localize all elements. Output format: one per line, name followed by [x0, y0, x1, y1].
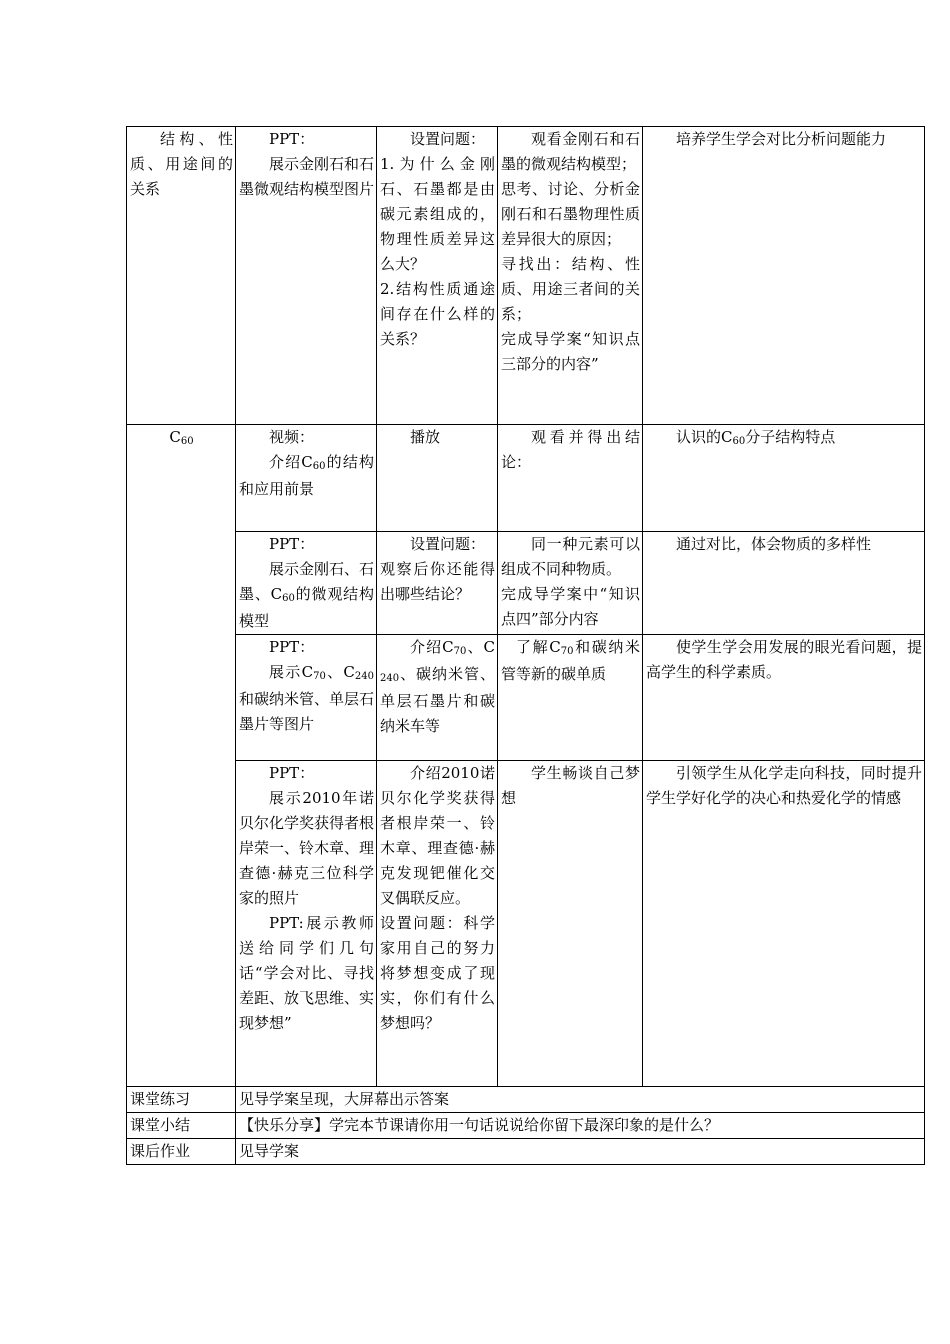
table-row [127, 127, 925, 425]
student-activity-cell: 观看金刚石和石墨的微观结构模型； 思考、讨论、分析金刚石和石墨物理性质差异很大的原因； 寻找出：结构、性质、用途三者间的关系； 完成导学案“知识点三部分的内容” [498, 127, 643, 425]
teacher-activity-cell: 视频： 介绍$C_{60}$的结构和应用前景 [236, 425, 377, 532]
teacher-activity-cell: PPT： 展示2010年诺贝尔化学奖获得者根岸荣一、铃木章、理查德·赫克三位科学家的照片 PPT:展示教师送给同学们几句话“学会对比、寻找差距、放飞思维、实现梦想” [236, 761, 377, 1087]
teacher-activity-cell: PPT： 展示金刚石和石墨微观结构模型图片 [236, 127, 377, 425]
stage-cell-c60: $C_{60}$ [127, 425, 236, 1087]
method-cell: 设置问题： 观察后你还能得出哪些结论？ [377, 532, 498, 635]
table-row [127, 635, 925, 761]
method-cell: 设置问题： 1.为什么金刚石、石墨都是由碳元素组成的，物理性质差异这么大？ 2.结构性质通途间存在什么样的关系？ [377, 127, 498, 425]
footer-label: 课堂小结 [127, 1113, 236, 1139]
teacher-activity-cell: PPT： 展示金刚石、石墨、$C_{60}$的微观结构模型 [236, 532, 377, 635]
intent-cell: 通过对比，体会物质的多样性 [643, 532, 925, 635]
intent-cell: 使学生学会用发展的眼光看问题，提高学生的科学素质。 [643, 635, 925, 761]
table-row [127, 425, 925, 532]
table-row [127, 761, 925, 1087]
footer-value: 【快乐分享】学完本节课请你用一句话说说给你留下最深印象的是什么？ [236, 1113, 925, 1139]
footer-label: 课后作业 [127, 1139, 236, 1165]
student-activity-cell: 了解$C_{70}$和碳纳米管等新的碳单质 [498, 635, 643, 761]
table-row [127, 532, 925, 635]
table-row [127, 1087, 925, 1113]
method-cell: 介绍$C_{70}$、$C_{240}$、碳纳米管、单层石墨片和碳纳米车等 [377, 635, 498, 761]
footer-value: 见导学案呈现，大屏幕出示答案 [236, 1087, 925, 1113]
student-activity-cell: 同一种元素可以组成不同种物质。 完成导学案中“知识点四”部分内容 [498, 532, 643, 635]
intent-cell: 引领学生从化学走向科技，同时提升学生学好化学的决心和热爱化学的情感 [643, 761, 925, 1087]
table-row [127, 1139, 925, 1165]
method-cell: 播放 [377, 425, 498, 532]
footer-value: 见导学案 [236, 1139, 925, 1165]
footer-label: 课堂练习 [127, 1087, 236, 1113]
table-row [127, 1113, 925, 1139]
lesson-plan-table [126, 126, 925, 1165]
method-cell: 介绍2010诺贝尔化学奖获得者根岸荣一、铃木章、理查德·赫克发现钯催化交叉偶联反应。 设置问题：科学家用自己的努力将梦想变成了现实，你们有什么梦想吗？ [377, 761, 498, 1087]
student-activity-cell: 观看并得出结论： [498, 425, 643, 532]
stage-cell: 结构、性质、用途间的关系 [127, 127, 236, 425]
intent-cell: 培养学生学会对比分析问题能力 [643, 127, 925, 425]
intent-cell: 认识的$C_{60}$分子结构特点 [643, 425, 925, 532]
teacher-activity-cell: PPT： 展示$C_{70}$、$C_{240}$和碳纳米管、单层石墨片等图片 [236, 635, 377, 761]
student-activity-cell: 学生畅谈自己梦想 [498, 761, 643, 1087]
